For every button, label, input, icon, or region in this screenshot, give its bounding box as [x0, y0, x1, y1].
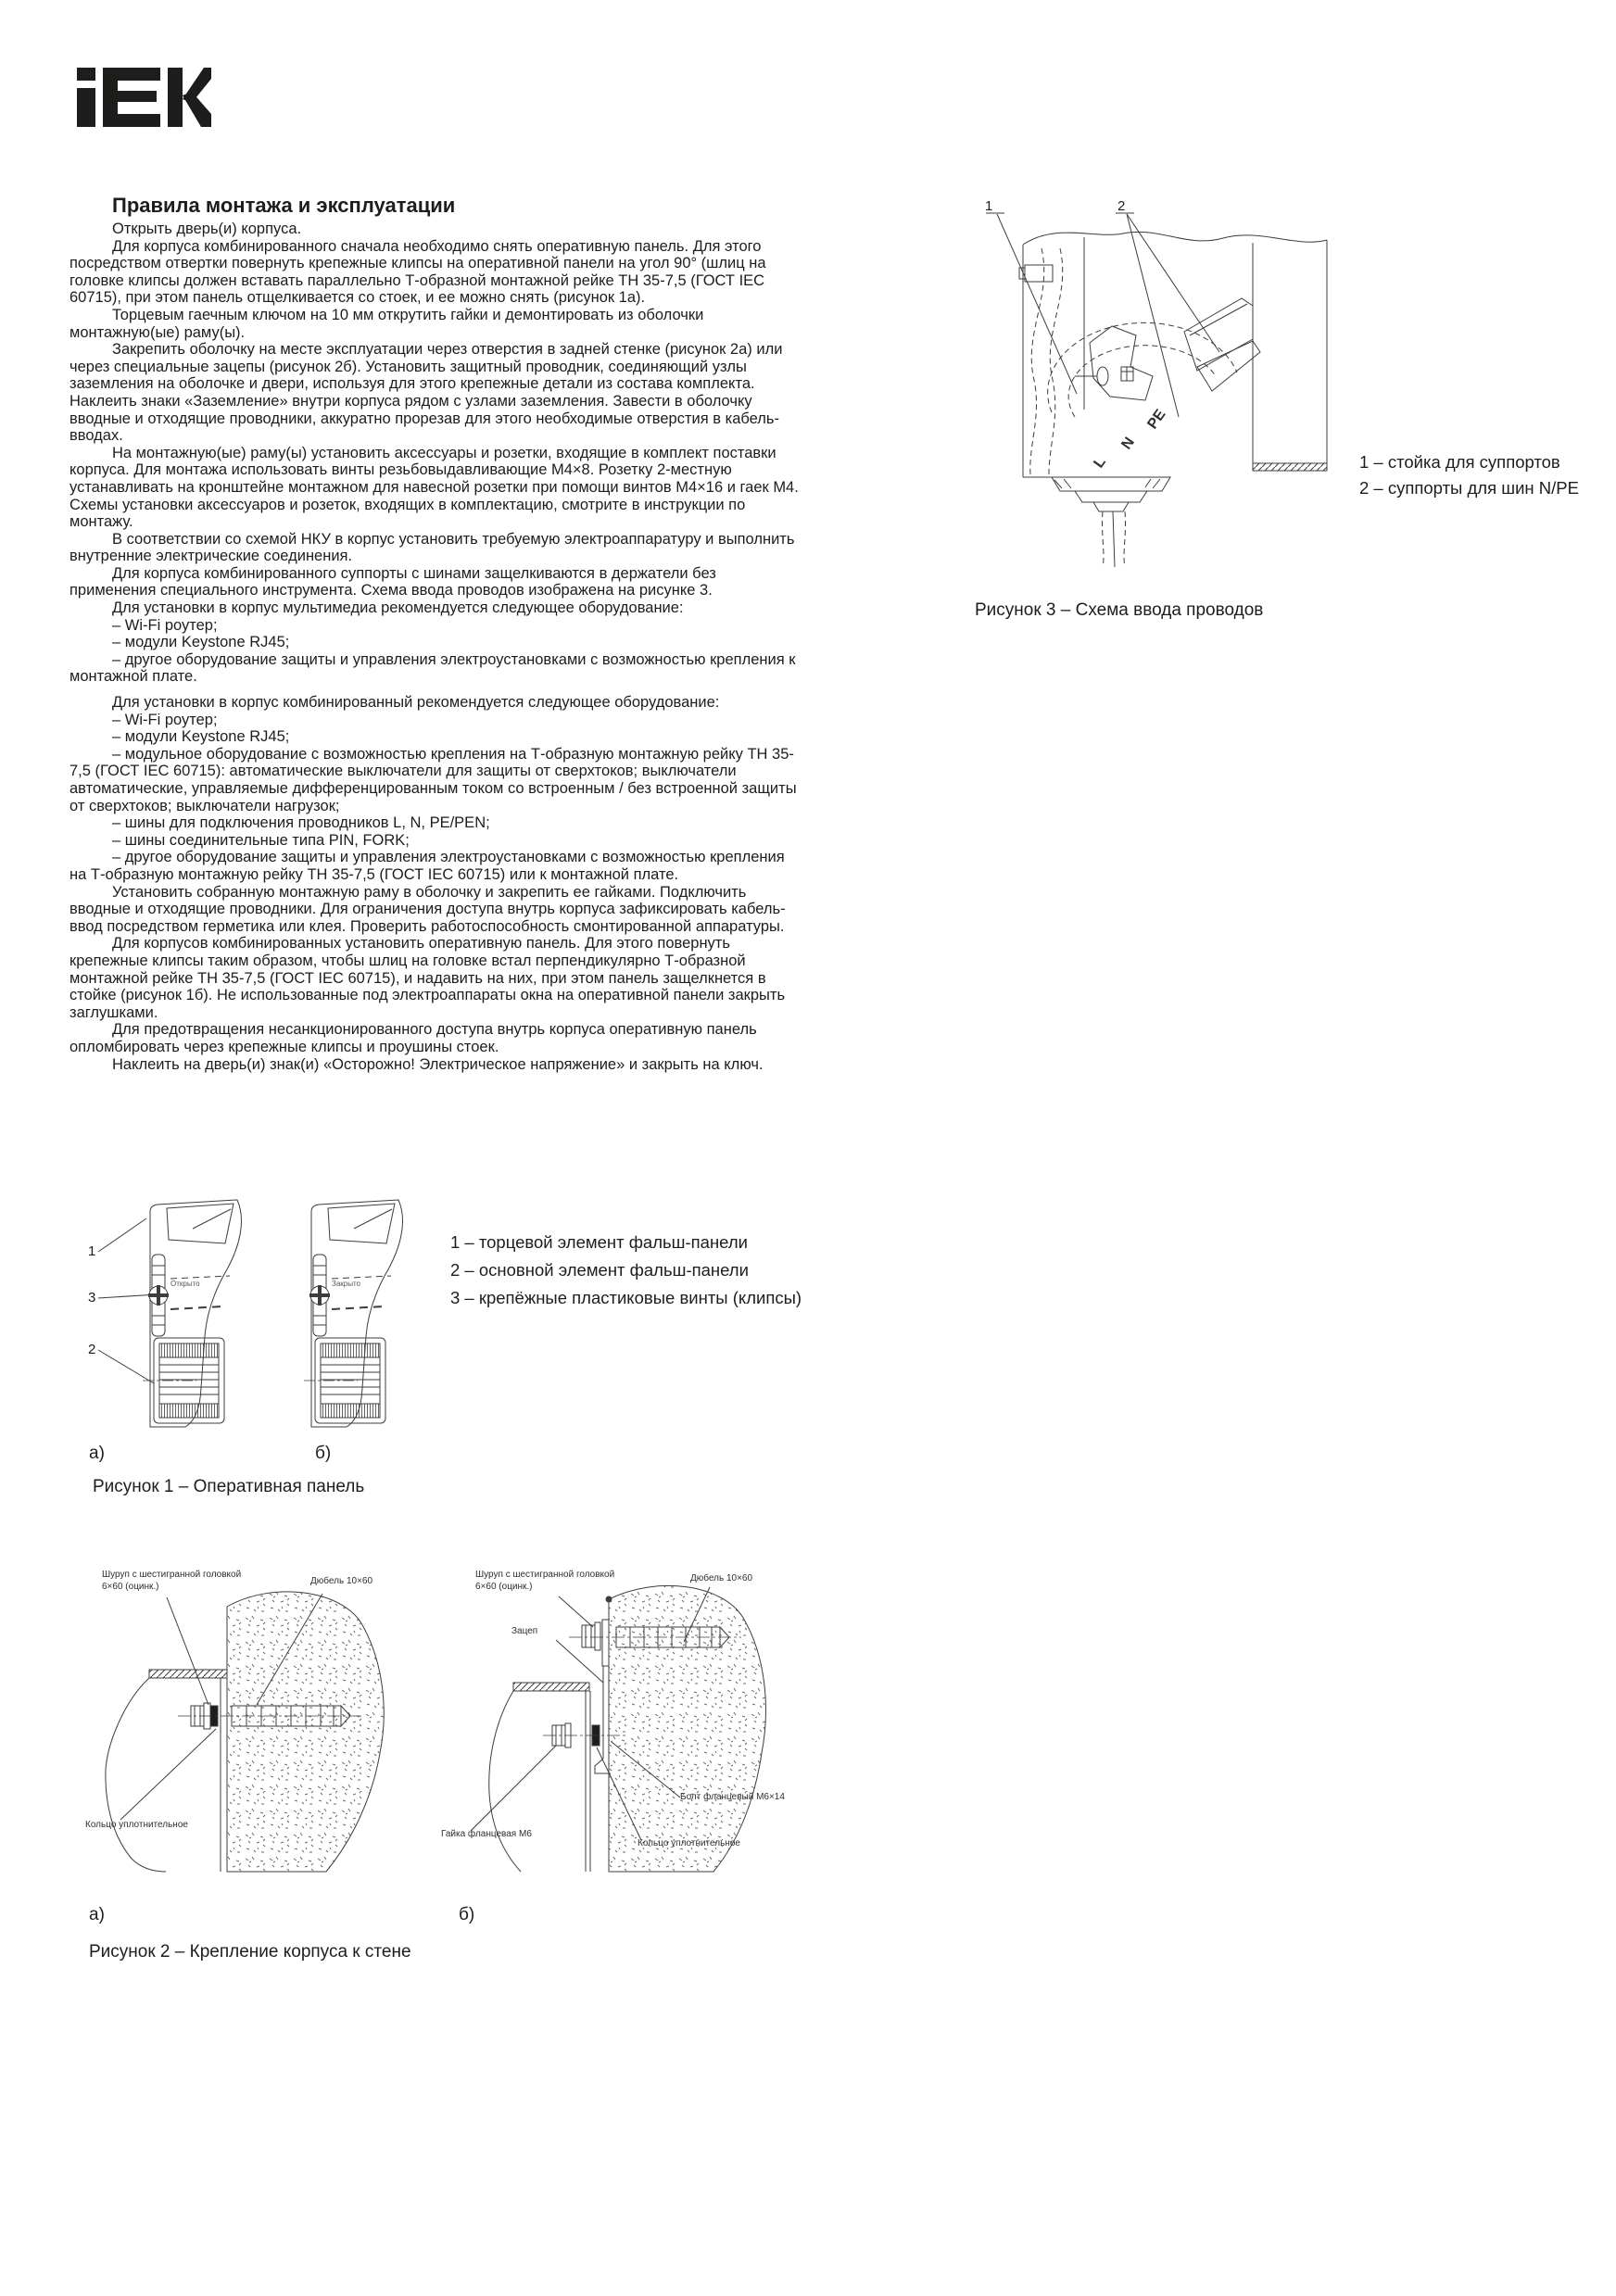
fig1-leader-1	[98, 1218, 146, 1252]
fig2b-wall	[609, 1585, 765, 1872]
fig3-legend-2: 2 – суппорты для шин N/PE	[1359, 478, 1579, 498]
fig1-panel-b	[304, 1200, 402, 1427]
fig2b-label-screw: Шуруп с шестигранной головкой 6×60 (оцинк.)	[475, 1570, 615, 1592]
iek-logo	[77, 68, 211, 127]
fig1-caption: Рисунок 1 – Оперативная панель	[93, 1477, 365, 1496]
instruction-text	[69, 221, 805, 1073]
fig2b-label-hook: Зацеп	[511, 1626, 538, 1636]
fig2a-leader-ring	[120, 1729, 216, 1820]
fig1-panel-a	[143, 1200, 241, 1427]
paragraph: Для установки в корпус комбинированный рекомендуется следующее оборудование:	[112, 694, 720, 712]
fig2a-label-screw: Шуруп с шестигранной головкой 6×60 (оцинк.)	[102, 1570, 242, 1592]
list-item: – Wi-Fi роутер;	[112, 711, 218, 728]
fig3-cable-gland	[1052, 477, 1170, 511]
fig3-wire-label-l: L	[1091, 454, 1109, 472]
fig1-leader-2	[98, 1350, 154, 1383]
fig2b-label-bolt: Болт фланцевый М6×14	[680, 1792, 785, 1802]
list-item: – другое оборудование защиты и управления электроустановками с возможностью крепления к монтажной плате.	[69, 650, 796, 686]
list-item: – шины для подключения проводников L, N, PE/PEN;	[112, 814, 490, 832]
fig1-legend-2: 2 – основной элемент фальш-панели	[450, 1260, 749, 1280]
fig3-cable-dashed-2	[1049, 248, 1063, 474]
fig1-sublabel-b: б)	[315, 1444, 332, 1463]
list-item: – шины соединительные типа PIN, FORK;	[112, 831, 410, 849]
fig3-top-break	[1023, 232, 1327, 245]
list-item: – Wi-Fi роутер;	[112, 616, 218, 634]
paragraph: Торцевым гаечным ключом на 10 мм открутить гайки и демонтировать из оболочки монтажную(ые) раму(ы).	[69, 306, 704, 341]
list-item: – модули Keystone RJ45;	[112, 728, 290, 746]
paragraph: На монтажную(ые) раму(ы) установить аксессуары и розетки, входящие в комплект поставки корпуса. Для монтажа использовать винты резьбовыдавливающие М4×8. Розетку 2-местную устанавливать на кронштейне монтажном для навесной розетки при помощи винтов М4×16 и гаек М4. Схемы установки аксессуаров и розеток, входящих в комплектацию, смотрите в инструкции по монтажу.	[69, 444, 799, 531]
fig2-sublabel-b: б)	[459, 1905, 475, 1924]
fig3-cable-dashed-1	[1030, 248, 1044, 474]
fig3-caption: Рисунок 3 – Схема ввода проводов	[975, 600, 1264, 620]
fig1-callout-1: 1	[88, 1243, 96, 1259]
paragraph: Наклеить на дверь(и) знак(и) «Осторожно! Электрическое напряжение» и закрыть на ключ.	[112, 1055, 764, 1073]
list-item: – модульное оборудование с возможностью крепления на Т-образную монтажную рейку ТН 35-7,5 (ГОСТ IEC 60715): автоматические выключатели для защиты от сверхтоков; выключатели автоматические, управляемые дифференцированным током со встроенным / без встроенной защиты от сверхтоков; выключатели нагрузок;	[69, 745, 797, 814]
fig2b-label-nut: Гайка фланцевая М6	[441, 1829, 532, 1839]
fig1-callout-3: 3	[88, 1290, 96, 1306]
fig2a-leader-screw	[167, 1597, 208, 1705]
paragraph: Для предотвращения несанкционированного доступа внутрь корпуса оперативную панель опломбировать через крепежные клипсы и проушины стоек.	[69, 1021, 757, 1055]
fig2a-label-dowel: Дюбель 10×60	[310, 1576, 373, 1586]
paragraph: Для корпусов комбинированных установить оперативную панель. Для этого повернуть крепежные клипсы таким образом, чтобы шлиц на головке встал перпендикулярно Т-образной монтажной рейке ТН 35-7,5 (ГОСТ IEC 60715), и надавить на них, при этом панель защелкнется в стойке (рисунок 1б). Не использованные под электроаппараты окна на оперативной панели закрыть заглушками.	[69, 935, 786, 1021]
fig1-state-closed: Закрыто	[332, 1280, 361, 1288]
fig3-callout-2: 2	[1117, 198, 1126, 214]
fig2a-wall	[227, 1592, 384, 1872]
fig1-sublabel-a: а)	[89, 1444, 105, 1463]
fig1-legend-1: 1 – торцевой элемент фальш-панели	[450, 1232, 748, 1252]
fig2b-leader-hook	[556, 1640, 603, 1683]
fig1-state-open: Открыто	[170, 1280, 200, 1288]
fig2b-label-dowel: Дюбель 10×60	[690, 1573, 753, 1583]
fig3-wire-label-pe: PE	[1144, 407, 1169, 433]
fig2a-enclosure-outline	[106, 1678, 166, 1872]
fig2b-enclosure-top	[513, 1683, 589, 1691]
paragraph: Для корпуса комбинированного суппорты с шинами защелкиваются в держатели без применения специального инструмента. Схема ввода проводов изображена на рисунке 3.	[69, 564, 716, 599]
iek-logo-glyphs	[77, 68, 211, 127]
fig3-callout-1: 1	[985, 198, 993, 214]
paragraph: В соответствии со схемой НКУ в корпус установить требуемую электроаппаратуру и выполнить внутренние электрические соединения.	[69, 530, 795, 565]
fig3-foot-hatch	[1253, 463, 1327, 471]
paragraph: Для корпуса комбинированного сначала необходимо снять оперативную панель. Для этого посредством отвертки повернуть крепежные клипсы на оперативной панели на угол 90° (шлиц на головке клипсы должен вставать параллельно Т-образной монтажной рейке ТН 35-7,5 (ГОСТ IEC 60715), при этом панель отщелкивается со стоек, и ее можно снять (рисунок 1а).	[69, 237, 766, 307]
paragraph: Закрепить оболочку на месте эксплуатации через отверстия в задней стенке (рисунок 2а) или через специальные зацепы (рисунок 2б). Установить защитный проводник, соединяющий узлы заземления на оболочке и двери, используя для этого крепежные детали из состава комплекта. Наклеить знаки «Заземление» внутри корпуса рядом с узлами заземления. Завести в оболочку вводные и отходящие проводники, аккуратно прорезав для этого необходимые отверстия в кабель-вводах.	[69, 341, 783, 445]
paragraph: Для установки в корпус мультимедиа рекомендуется следующее оборудование:	[112, 599, 684, 617]
fig2b-leader-nut	[471, 1746, 556, 1831]
fig3-wire-label-n: N	[1118, 435, 1138, 453]
fig3-drawing	[964, 195, 1390, 584]
fig2b-enclosure-outline	[489, 1691, 521, 1872]
fig2b-label-ring: Кольцо уплотнительное	[638, 1838, 740, 1848]
fig2-sublabel-a: а)	[89, 1905, 105, 1924]
fig2-caption: Рисунок 2 – Крепление корпуса к стене	[89, 1942, 411, 1962]
fig1-callout-2: 2	[88, 1342, 96, 1357]
list-item: – модули Keystone RJ45;	[112, 634, 290, 651]
fig3-stand-clip	[1025, 265, 1053, 282]
fig3-legend-1: 1 – стойка для суппортов	[1359, 452, 1560, 472]
page-title: Правила монтажа и эксплуатации	[112, 194, 456, 217]
paragraph: Установить собранную монтажную раму в оболочку и закрепить ее гайками. Подключить вводные и отходящие проводники. Для ограничения доступа внутрь корпуса зафиксировать кабель-ввод посредством герметика или клея. Проверить работоспособность смонтированной аппаратуры.	[69, 883, 786, 935]
fig3-leader-1	[997, 214, 1077, 394]
fig2a-enclosure-top	[149, 1670, 227, 1678]
fig3-leader-2a	[1127, 214, 1219, 352]
fig3-leader-2b	[1127, 214, 1179, 417]
fig3-supports	[1075, 298, 1260, 400]
fig1-legend-3: 3 – крепёжные пластиковые винты (клипсы)	[450, 1288, 802, 1307]
list-item: – другое оборудование защиты и управления электроустановками с возможностью крепления на Т-образную монтажную рейку ТН 35-7,5 (ГОСТ IEC 60715) или к монтажной плате.	[69, 849, 785, 883]
fig2a-label-ring: Кольцо уплотнительное	[85, 1820, 188, 1830]
fig2b-leader-screw	[559, 1596, 593, 1627]
paragraph: Открыть дверь(и) корпуса.	[112, 221, 302, 237]
